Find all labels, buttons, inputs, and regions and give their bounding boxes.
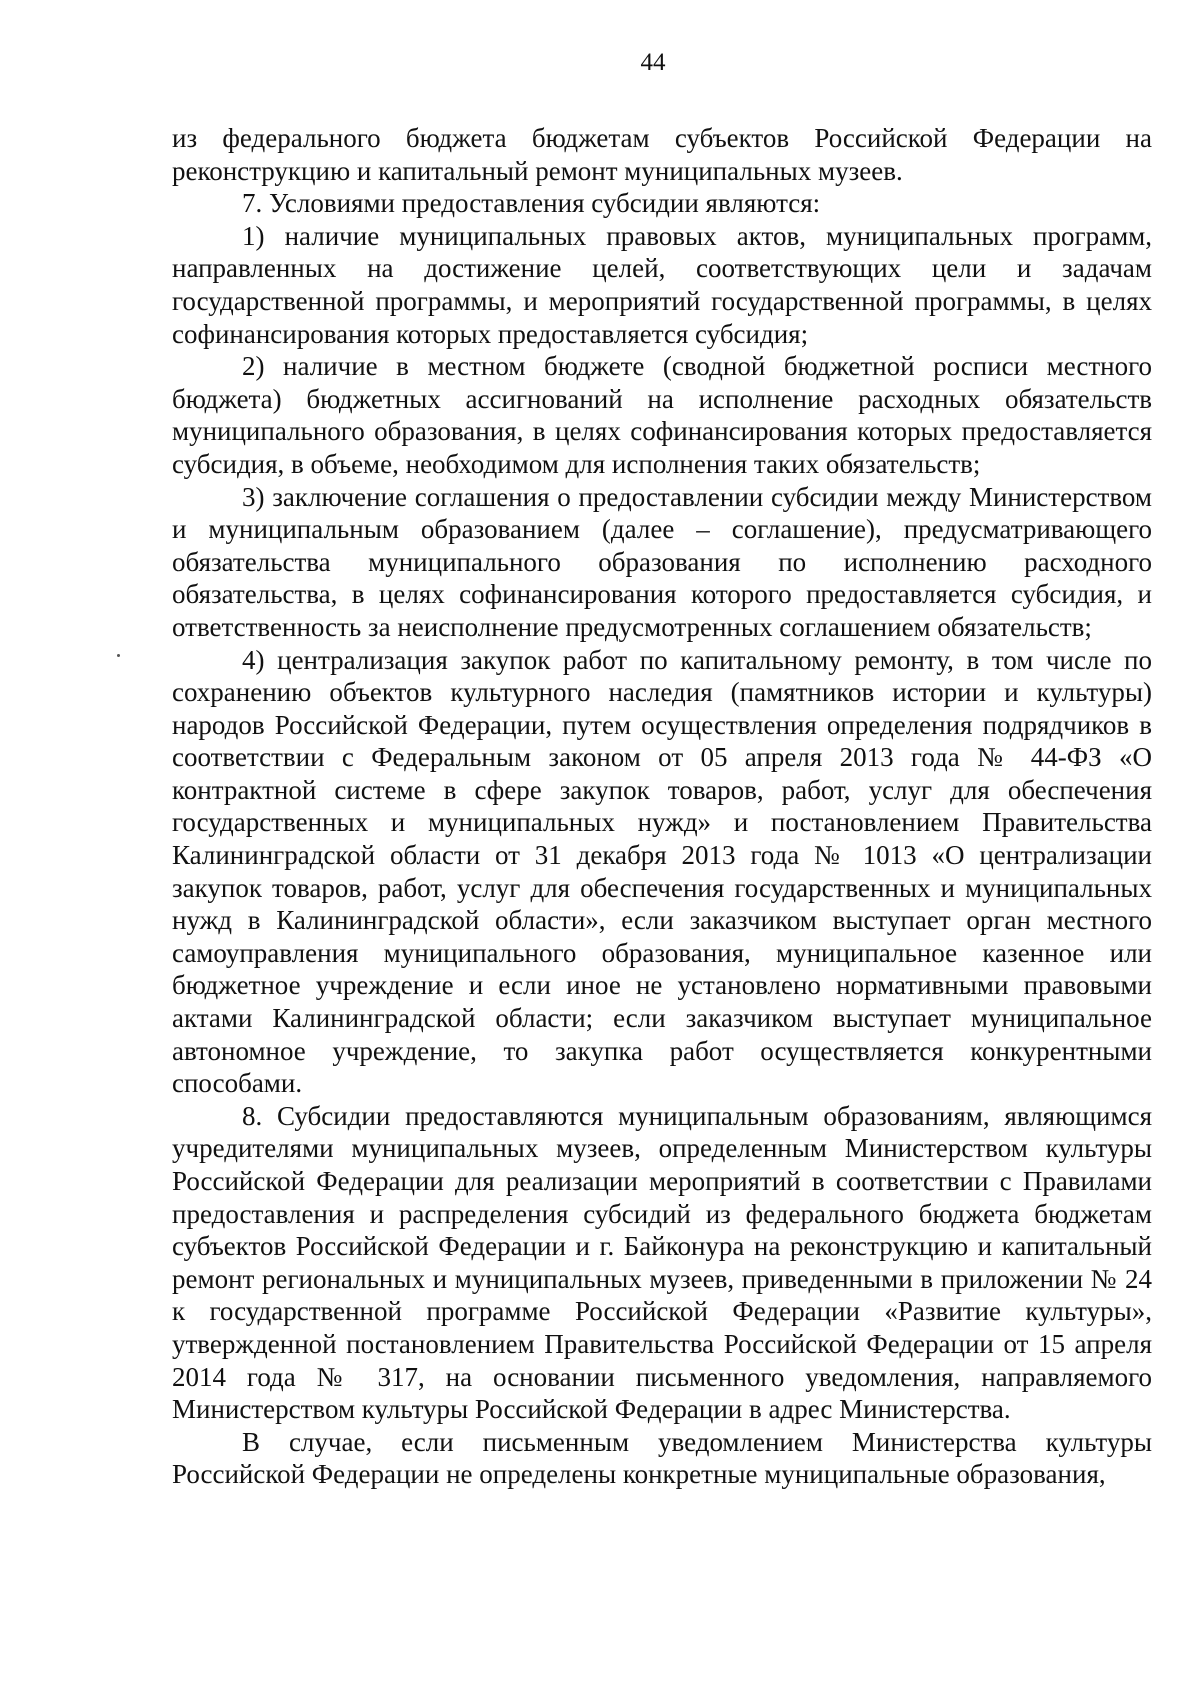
paragraph-final: В случае, если письменным уведомлением Министерства культуры Российской Федерации не определены конкретные муниципальные образования,: [172, 1426, 1152, 1490]
paragraph-subitem-2: 2) наличие в местном бюджете (сводной бюджетной росписи местного бюджета) бюджетных ассигнований на исполнение расходных обязательств муниципального образования, в целях софинансирования которых предоставляется субсидия, в объеме, необходимом для исполнения таких обязательств;: [172, 351, 1152, 479]
paragraph-item-7: 7. Условиями предоставления субсидии являются:: [242, 188, 821, 219]
paragraph-continuation: из федерального бюджета бюджетам субъектов Российской Федерации на реконструкцию и капитальный ремонт муниципальных музеев.: [172, 123, 1152, 186]
page-number: 44: [640, 49, 666, 76]
paragraph-subitem-1: 1) наличие муниципальных правовых актов, муниципальных программ, направленных на достижение целей, соответствующих цели и задачам государственной программы, и мероприятий государственной программы, в целях софинансирования которых предоставляется субсидия;: [172, 220, 1152, 349]
scan-speck: [117, 654, 120, 657]
paragraph-subitem-3: 3) заключение соглашения о предоставлении субсидии между Министерством и муниципальным образованием (далее – соглашение), предусматривающего обязательства муниципального образования по исполнению расходного обязательства, в целях софинансирования которого предоставляется субсидия, и ответственность за неисполнение предусмотренных соглашением обязательств;: [172, 481, 1152, 642]
document-body: [172, 122, 1152, 1491]
paragraph-subitem-4: 4) централизация закупок работ по капитальному ремонту, в том числе по сохранению объектов культурного наследия (памятников истории и культуры) народов Российской Федерации, путем осуществления определения подрядчиков в соответствии с Федеральным законом от 05 апреля 2013 года № 44-ФЗ «О контрактной системе в сфере закупок товаров, работ, услуг для обеспечения государственных и муниципальных нужд» и постановлением Правительства Калининградской области от 31 декабря 2013 года № 1013 «О централизации закупок товаров, работ, услуг для обеспечения государственных и муниципальных нужд в Калининградской области», если заказчиком выступает орган местного самоуправления муниципального образования, муниципальное казенное или бюджетное учреждение и если иное не установлено нормативными правовыми актами Калининградской области; если заказчиком выступает муниципальное автономное учреждение, то закупка работ осуществляется конкурентными способами.: [172, 644, 1152, 1099]
paragraph-item-8: 8. Субсидии предоставляются муниципальным образованиям, являющимся учредителями муниципальных музеев, определенным Министерством культуры Российской Федерации для реализации мероприятий в соответствии с Правилами предоставления и распределения субсидий из федерального бюджета бюджетам субъектов Российской Федерации и г. Байконура на реконструкцию и капитальный ремонт региональных и муниципальных музеев, приведенными в приложении № 24 к государственной программе Российской Федерации «Развитие культуры», утвержденной постановлением Правительства Российской Федерации от 15 апреля 2014 года № 317, на основании письменного уведомления, направляемого Министерством культуры Российской Федерации в адрес Министерства.: [172, 1100, 1152, 1425]
